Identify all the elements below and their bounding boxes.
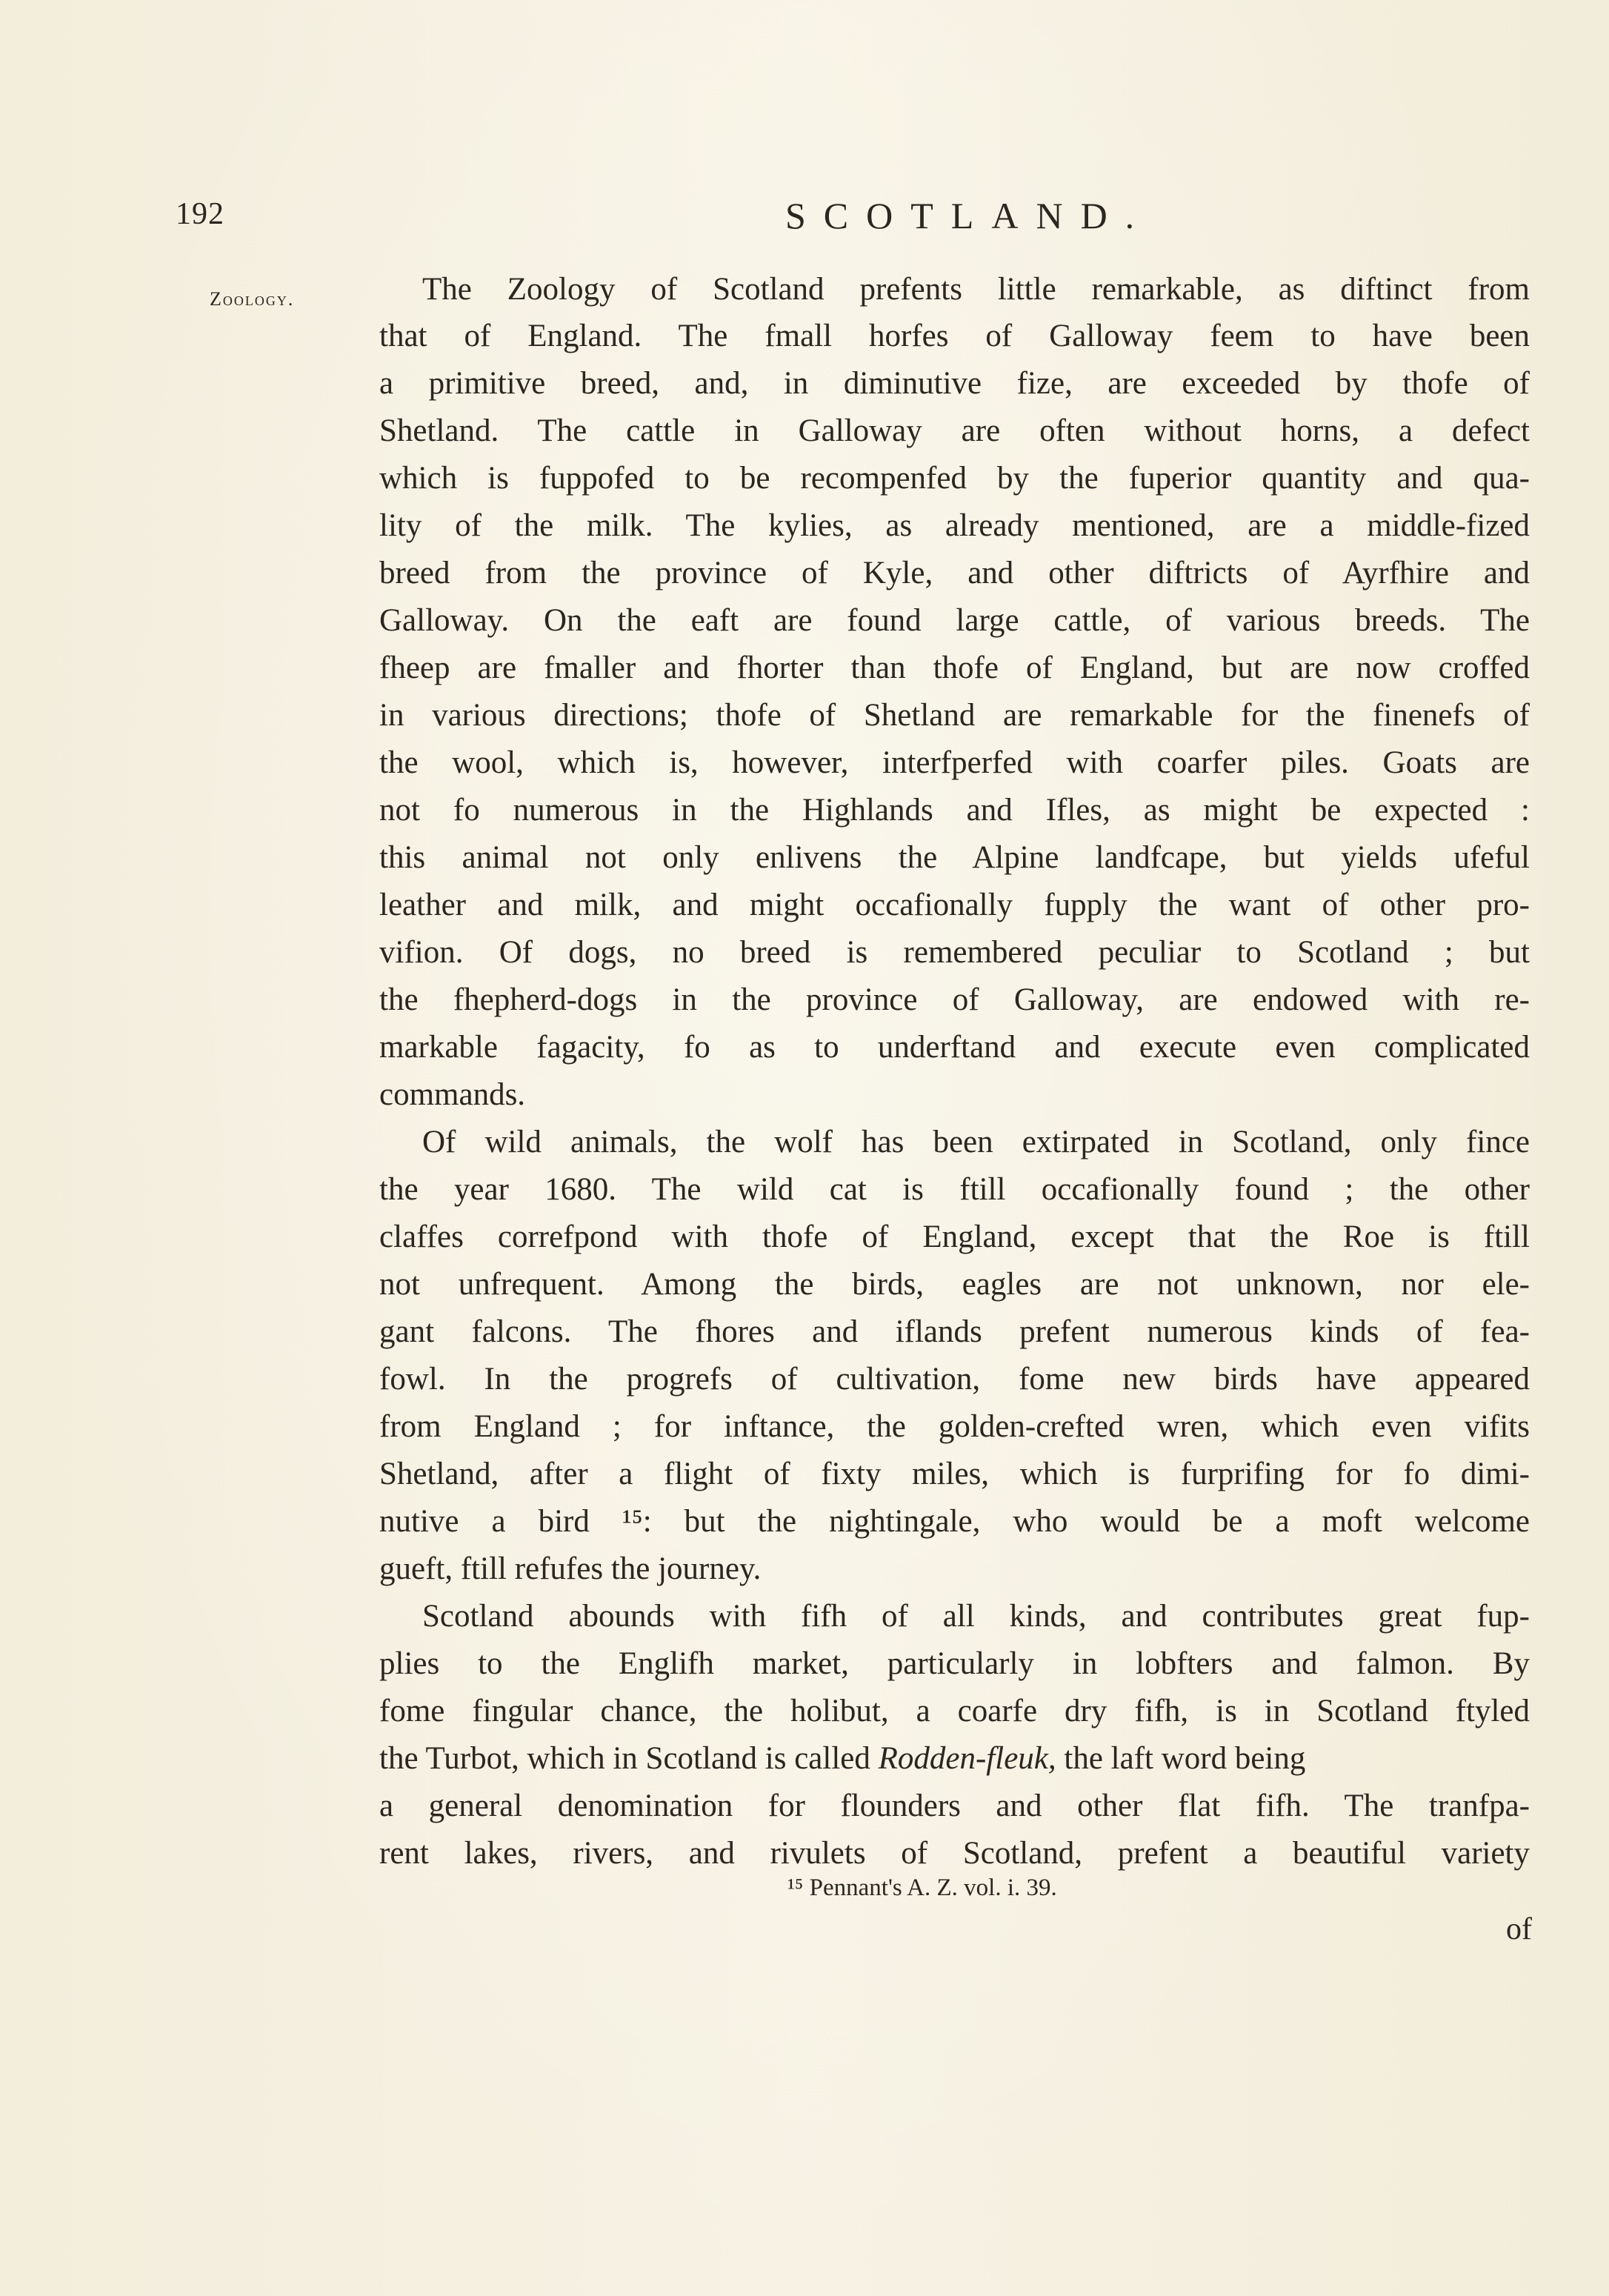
text-line: the wool, which is, however, interfperfed with coarfer piles. Goats are: [379, 745, 1530, 780]
text-line: Shetland, after a flight of fixty miles, which is furprifing for fo dimi-: [379, 1457, 1530, 1491]
text-line: nutive a bird ¹⁵: but the nightingale, who would be a moft welcome: [379, 1504, 1530, 1539]
text-span: the Turbot, which in Scotland is called: [379, 1741, 870, 1776]
page-number: 192: [176, 197, 224, 231]
text-line: the year 1680. The wild cat is ftill occafionally found ; the other: [379, 1172, 1530, 1207]
italic-term: Rodden-fleuk,: [878, 1741, 1056, 1776]
text-line: not unfrequent. Among the birds, eagles are not unknown, nor ele-: [379, 1267, 1530, 1302]
text-line: which is fuppofed to be recompenfed by the fuperior quantity and qua-: [379, 461, 1530, 496]
text-line: a general denomination for flounders and other flat fifh. The tranfpa-: [379, 1788, 1530, 1823]
running-title: SCOTLAND.: [785, 195, 1153, 236]
text-line: The Zoology of Scotland prefents little remarkable, as diftinct from: [422, 272, 1530, 307]
text-line-mixed: [379, 1740, 1530, 1778]
text-line: from England ; for inftance, the golden-crefted wren, which even vifits: [379, 1409, 1530, 1444]
text-line: breed from the province of Kyle, and other diftricts of Ayrfhire and: [379, 556, 1530, 590]
text-line: markable fagacity, fo as to underftand and execute even complicated: [379, 1030, 1530, 1065]
text-line: leather and milk, and might occafionally fupply the want of other pro-: [379, 888, 1530, 922]
text-line: plies to the Englifh market, particularly in lobfters and falmon. By: [379, 1646, 1530, 1681]
text-line: Galloway. On the eaft are found large cattle, of various breeds. The: [379, 603, 1530, 638]
text-line: gueft, ftill refufes the journey.: [379, 1551, 762, 1586]
footnote: ¹⁵ Pennant's A. Z. vol. i. 39.: [787, 1874, 1057, 1901]
text-line: fome fingular chance, the holibut, a coarfe dry fifh, is in Scotland ftyled: [379, 1694, 1530, 1728]
text-line: the fhepherd-dogs in the province of Galloway, are endowed with re-: [379, 982, 1530, 1017]
text-line: a primitive breed, and, in diminutive fize, are exceeded by thofe of: [379, 366, 1530, 401]
text-line: rent lakes, rivers, and rivulets of Scotland, prefent a beautiful variety: [379, 1836, 1530, 1871]
text-line: this animal not only enlivens the Alpine landfcape, but yields ufeful: [379, 840, 1530, 875]
marginal-note: Zoology.: [210, 288, 295, 310]
text-line: that of England. The fmall horfes of Galloway feem to have been: [379, 319, 1530, 353]
text-line: fheep are fmaller and fhorter than thofe of England, but are now croffed: [379, 650, 1530, 685]
text-line: lity of the milk. The kylies, as already mentioned, are a middle-fized: [379, 508, 1530, 543]
text-line: not fo numerous in the Highlands and Ifles, as might be expected :: [379, 793, 1530, 828]
text-line: commands.: [379, 1077, 526, 1112]
text-line: Scotland abounds with fifh of all kinds, and contributes great fup-: [422, 1599, 1530, 1634]
text-line: gant falcons. The fhores and iflands prefent numerous kinds of fea-: [379, 1314, 1530, 1349]
text-line: Of wild animals, the wolf has been extirpated in Scotland, only fince: [422, 1125, 1530, 1159]
text-line: claffes correfpond with thofe of England, except that the Roe is ftill: [379, 1219, 1530, 1254]
text-line: fowl. In the progrefs of cultivation, fome new birds have appeared: [379, 1362, 1530, 1397]
catchword: of: [1506, 1912, 1532, 1946]
text-line: Shetland. The cattle in Galloway are often without horns, a defect: [379, 413, 1530, 448]
text-span: the laft word being: [1056, 1741, 1306, 1776]
text-line: vifion. Of dogs, no breed is remembered peculiar to Scotland ; but: [379, 935, 1530, 970]
text-line: in various directions; thofe of Shetland are remarkable for the finenefs of: [379, 698, 1530, 733]
